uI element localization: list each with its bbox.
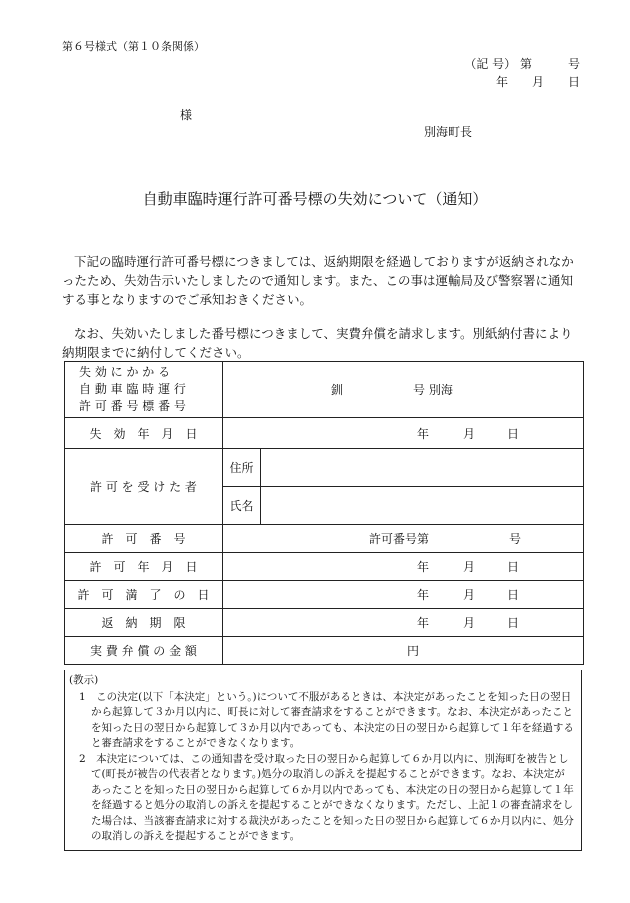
table-row [65, 525, 584, 553]
return-deadline-value[interactable] [223, 609, 584, 637]
yen-unit: 円 [406, 644, 419, 658]
permit-end-date-value[interactable] [223, 581, 584, 609]
day-unit: 日 [506, 560, 519, 574]
notice-heading: (教示) [69, 674, 99, 686]
permit-date-label: 許 可 年 月 日 [65, 553, 223, 581]
permit-number-value[interactable] [223, 525, 584, 553]
body-paragraph-2: なお、失効いたしました番号標につきまして、実費弁償を請求します。別紙納付書により納期限までに納付してください。 [62, 326, 573, 360]
issue-date: 年 月 日 [495, 75, 580, 89]
plate-number-label [65, 362, 223, 418]
plate-suffix: 号 別海 [413, 383, 453, 397]
document-title: 自動車臨時運行許可番号標の失効について（通知） [142, 190, 488, 208]
addressee-suffix: 様 [180, 108, 193, 122]
table-row [65, 449, 584, 487]
permit-number-suffix: 号 [509, 532, 522, 546]
plate-region: 釧 [331, 383, 344, 397]
reference-number: （記 号） 第 号 [464, 57, 580, 71]
month-unit: 月 [462, 588, 475, 602]
permit-holder-label: 許 可 を 受 け た 者 [65, 449, 223, 525]
return-deadline-label: 返 納 期 限 [65, 609, 223, 637]
table-row [65, 637, 584, 665]
address-label: 住所 [223, 449, 261, 487]
table-row [65, 418, 584, 449]
body-paragraph-1: 下記の臨時運行許可番号標につきましては、返納期限を経過しておりますが返納されなかったため、失効告示いたしましたので通知します。また、この事は運輸局及び警察署に通知する事となりますのでご承知おきください。 [62, 254, 574, 307]
month-unit: 月 [462, 426, 475, 441]
day-unit: 日 [506, 588, 519, 602]
month-unit: 月 [462, 560, 475, 574]
month-unit: 月 [462, 616, 475, 630]
table-row [65, 581, 584, 609]
name-label: 氏名 [223, 487, 261, 525]
notice-item-2: 2 本決定については、この通知書を受け取った日の翌日から起算して６か月以内に、別海町を被告として(町長が被告の代表者となります。)処分の取消しの訴えを提起することができます。なお、本決定があったことを知った日の翌日から起算して６か月以内であっても、本決定の日の翌日から起算して１年を経過すると処分の取消しの訴えを提起することができなくなります。ただし、上記１の審査請求をした場合は、当該審査請求に対する裁決があったことを知った日の翌日から起算して６か月以内に、処分の取消しの訴えを提起することができます。 [79, 752, 574, 842]
permit-end-date-label: 許 可 満 了 の 日 [65, 581, 223, 609]
plate-label-line-3: 許 可 番 号 標 番 号 [79, 399, 186, 413]
year-unit: 年 [416, 616, 429, 630]
table-row [65, 609, 584, 637]
notice-item-1: 1 この決定(以下「本決定」という。)について不服があるときは、本決定があったことを知った日の翌日から起算して３か月以内に、町長に対して審査請求をすることができます。なお、本決定があったことを知った日の翌日から起算して３か月以内であっても、本決定の日の翌日から起算して１年を経過すると審査請求をすることができなくなります。 [79, 690, 574, 749]
table-row [65, 553, 584, 581]
permit-number-label: 許 可 番 号 [65, 525, 223, 553]
legal-notice-box [64, 670, 582, 851]
expiry-date-value[interactable] [223, 418, 584, 449]
notice-table [64, 361, 584, 665]
permit-date-value[interactable] [223, 553, 584, 581]
plate-number-value[interactable] [223, 362, 584, 418]
compensation-label: 実 費 弁 償 の 金 額 [65, 637, 223, 665]
name-field[interactable] [261, 487, 584, 525]
permit-number-prefix: 許可番号第 [369, 532, 430, 546]
table-row [65, 362, 584, 418]
form-number: 第６号様式（第１０条関係） [62, 40, 205, 53]
year-unit: 年 [416, 588, 429, 602]
expiry-date-label: 失 効 年 月 日 [65, 418, 223, 449]
day-unit: 日 [506, 616, 519, 630]
year-unit: 年 [416, 560, 429, 574]
address-field[interactable] [261, 449, 584, 487]
reference-block [464, 55, 580, 91]
plate-label-line-1: 失 効 に か か る [79, 365, 171, 379]
sender: 別海町長 [424, 125, 473, 139]
day-unit: 日 [506, 426, 519, 441]
compensation-value[interactable] [223, 637, 584, 665]
plate-label-line-2: 自 動 車 臨 時 運 行 [79, 382, 186, 396]
year-unit: 年 [416, 426, 429, 441]
